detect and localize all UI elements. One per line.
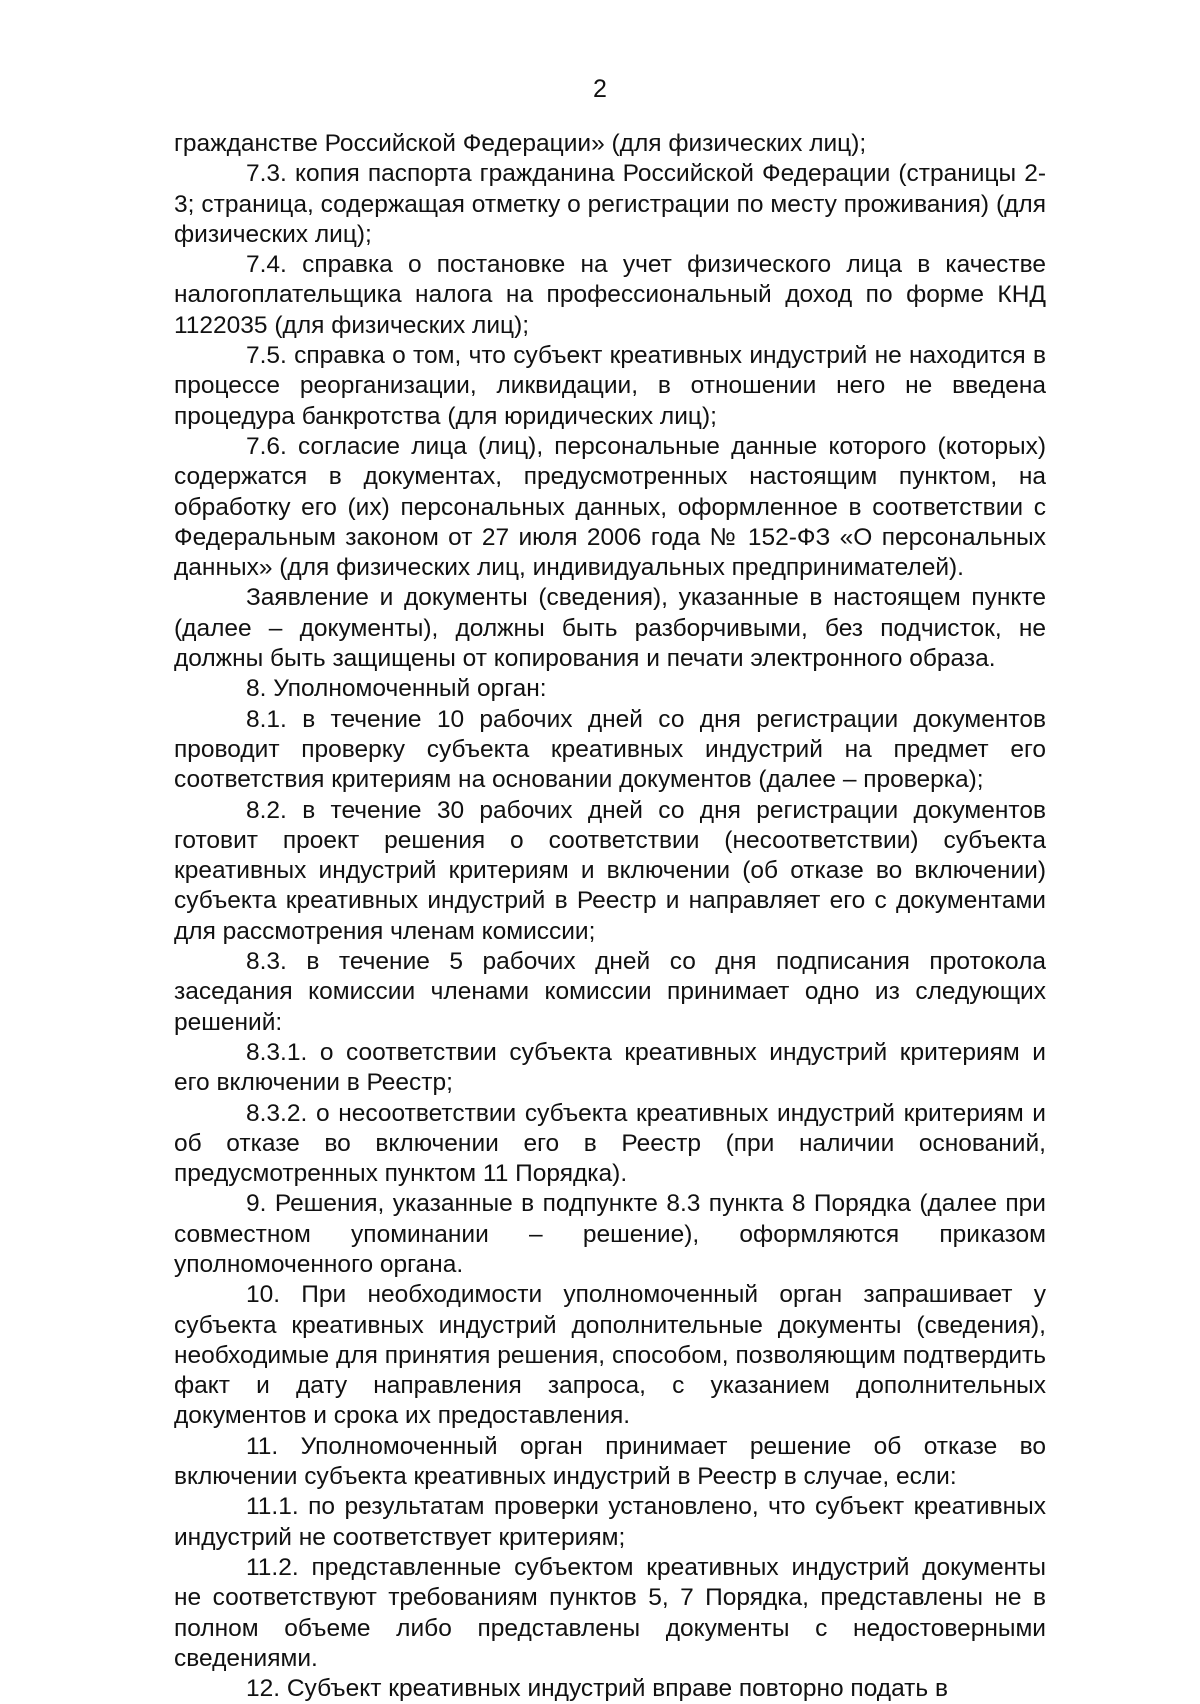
page-number: 2 bbox=[593, 75, 607, 103]
paragraph-8: 8. Уполномоченный орган: bbox=[246, 675, 547, 703]
paragraph-11-1: 11.1. по результатам проверки установлено, что субъект креативных индустрий не соответствует критериям; bbox=[174, 1493, 1046, 1551]
paragraph-11-2: 11.2. представленные субъектом креативных индустрий документы не соответствуют требованиям пунктов 5, 7 Порядка, представлены не в полном объеме либо представлены документы с недостоверными сведениями. bbox=[174, 1553, 1046, 1672]
paragraph-7-6: 7.6. согласие лица (лиц), персональные данные которого (которых) содержатся в документах, предусмотренных настоящим пунктом, на обработку его (их) персональных данных, оформленное в соответствии с Федеральным законом от 27 июля 2006 года № 152-ФЗ «О персональных данных» (для физических лиц, индивидуальных предпринимателей). bbox=[174, 432, 1046, 582]
document-body bbox=[174, 129, 1046, 1704]
paragraph-7-4: 7.4. справка о постановке на учет физического лица в качестве налогоплательщика налога на профессиональный доход по форме КНД 1122035 (для физических лиц); bbox=[174, 251, 1046, 339]
paragraph-8-3: 8.3. в течение 5 рабочих дней со дня подписания протокола заседания комиссии членами комиссии принимает одно из следующих решений: bbox=[174, 948, 1046, 1036]
paragraph-7-5: 7.5. справка о том, что субъект креативных индустрий не находится в процессе реорганизации, ликвидации, в отношении него не введена процедура банкротства (для юридических лиц); bbox=[174, 342, 1046, 430]
paragraph-8-3-2: 8.3.2. о несоответствии субъекта креативных индустрий критериям и об отказе во включении его в Реестр (при наличии оснований, предусмотренных пунктом 11 Порядка). bbox=[174, 1099, 1046, 1188]
paragraph-12: 12. Субъект креативных индустрий вправе повторно подать в bbox=[246, 1675, 948, 1703]
paragraph-7-3: 7.3. копия паспорта гражданина Российской Федерации (страницы 2-3; страница, содержащая отметку о регистрации по месту проживания) (для физических лиц); bbox=[174, 160, 1046, 248]
paragraph-documents-note: Заявление и документы (сведения), указанные в настоящем пункте (далее – документы), должны быть разборчивыми, без подчисток, не должны быть защищены от копирования и печати электронного образа. bbox=[174, 584, 1046, 673]
paragraph-8-1: 8.1. в течение 10 рабочих дней со дня регистрации документов проводит проверку субъекта креативных индустрий на предмет его соответствия критериям на основании документов (далее – проверка); bbox=[174, 705, 1046, 794]
paragraph-10: 10. При необходимости уполномоченный орган запрашивает у субъекта креативных индустрий дополнительные документы (сведения), необходимые для принятия решения, способом, позволяющим подтвердить факт и дату направления запроса, с указанием дополнительных документов и срока их предоставления. bbox=[174, 1281, 1046, 1430]
paragraph-9: 9. Решения, указанные в подпункте 8.3 пункта 8 Порядка (далее при совместном упоминании – решение), оформляются приказом уполномоченного органа. bbox=[174, 1190, 1046, 1278]
paragraph-11: 11. Уполномоченный орган принимает решение об отказе во включении субъекта креативных индустрий в Реестр в случае, если: bbox=[174, 1432, 1046, 1491]
paragraph-8-2: 8.2. в течение 30 рабочих дней со дня регистрации документов готовит проект решения о соответствии (несоответствии) субъекта креативных индустрий критериям и включении (об отказе во включении) субъекта креативных индустрий в Реестр и направляет его с документами для рассмотрения членам комиссии; bbox=[174, 796, 1046, 945]
paragraph-8-3-1: 8.3.1. о соответствии субъекта креативных индустрий критериям и его включении в Реестр; bbox=[174, 1038, 1046, 1097]
paragraph-continuation: гражданстве Российской Федерации» (для физических лиц); bbox=[174, 130, 867, 157]
